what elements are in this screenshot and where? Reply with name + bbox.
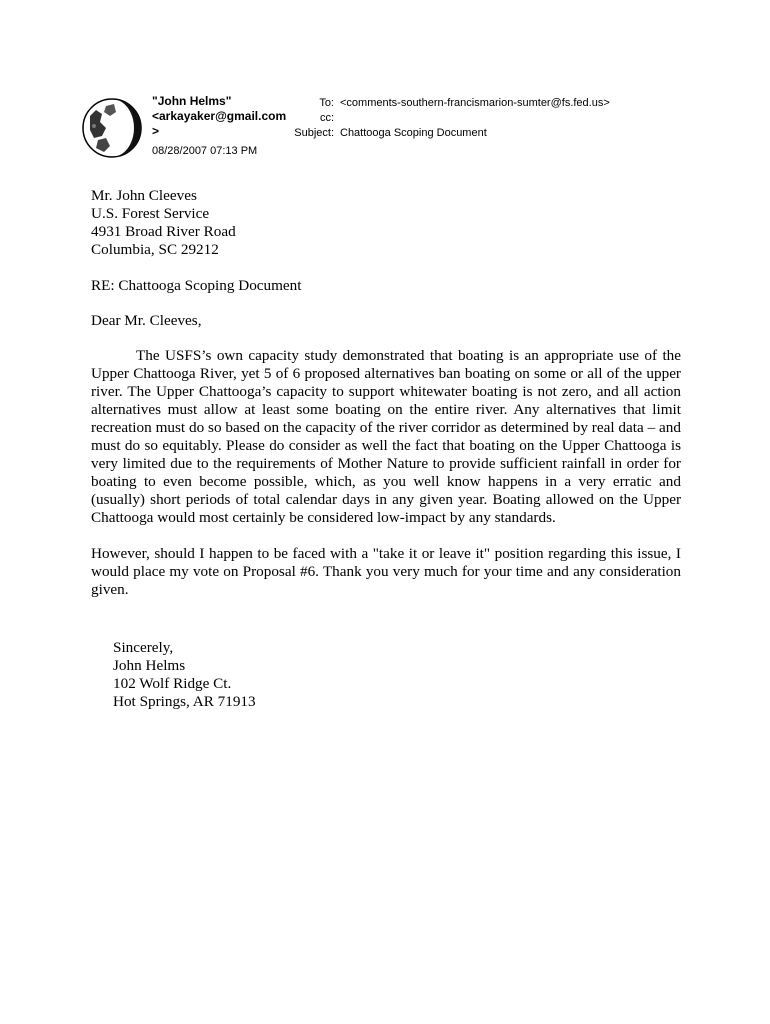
recipient-org: U.S. Forest Service	[91, 205, 210, 222]
sent-date: 08/28/2007 07:13 PM	[152, 145, 258, 157]
sender-name: "John Helms"	[152, 94, 232, 108]
cc-value	[340, 111, 610, 126]
recipient-city: Columbia, SC 29212	[91, 241, 219, 258]
to-label: To:	[319, 97, 334, 109]
salutation: Dear Mr. Cleeves,	[91, 312, 202, 329]
letter-body	[91, 187, 681, 599]
email-header-labels	[294, 96, 334, 141]
cc-label: cc:	[319, 112, 334, 124]
email-header-values	[340, 96, 610, 141]
signature-street: 102 Wolf Ridge Ct.	[113, 675, 232, 692]
signature-city: Hot Springs, AR 71913	[113, 693, 256, 710]
signature-name: John Helms	[113, 657, 186, 674]
recipient-name: Mr. John Cleeves	[91, 187, 197, 204]
recipient-street: 4931 Broad River Road	[91, 223, 236, 240]
re-line: RE: Chattooga Scoping Document	[91, 277, 302, 294]
sender-email-end: >	[152, 124, 160, 138]
closing: Sincerely,	[113, 639, 174, 656]
closing-block	[113, 639, 256, 711]
to-value[interactable]: <comments-southern-francismarion-sumter@fs.fed.us>	[340, 97, 610, 109]
sender-info	[152, 94, 286, 139]
subject-value: Chattooga Scoping Document	[340, 127, 487, 139]
sender-email[interactable]: <arkayaker@gmail.com	[152, 109, 287, 123]
paragraph-2: However, should I happen to be faced with a "take it or leave it" position regarding this issue, I would place my vote on Proposal #6. Thank you very much for your time and any consideration given.	[91, 545, 681, 598]
subject-label: Subject:	[294, 127, 334, 139]
paragraph-1: The USFS’s own capacity study demonstrated that boating is an appropriate use of the Upper Chattooga River, yet 5 of 6 proposed alternatives ban boating on some or all of the upper river. The Upper Chattooga’s capacity to support whitewater boating is not zero, and all action alternatives must allow at least some boating on the entire river. Any alternatives that limit recreation must do so based on the capacity of the river corridor as determined by real data – and must do so equitably. Please do consider as well the fact that boating on the Upper Chattooga is very limited due to the requirements of Mother Nature to provide sufficient rainfall in order for boating to even become possible, which, as you well know happens in a very erratic and (usually) short periods of total calendar days in any given year. Boating allowed on the Upper Chattooga would most certainly be considered low-impact by any standards.	[91, 347, 681, 526]
recipient-address	[91, 187, 681, 259]
sender-avatar	[82, 98, 142, 158]
